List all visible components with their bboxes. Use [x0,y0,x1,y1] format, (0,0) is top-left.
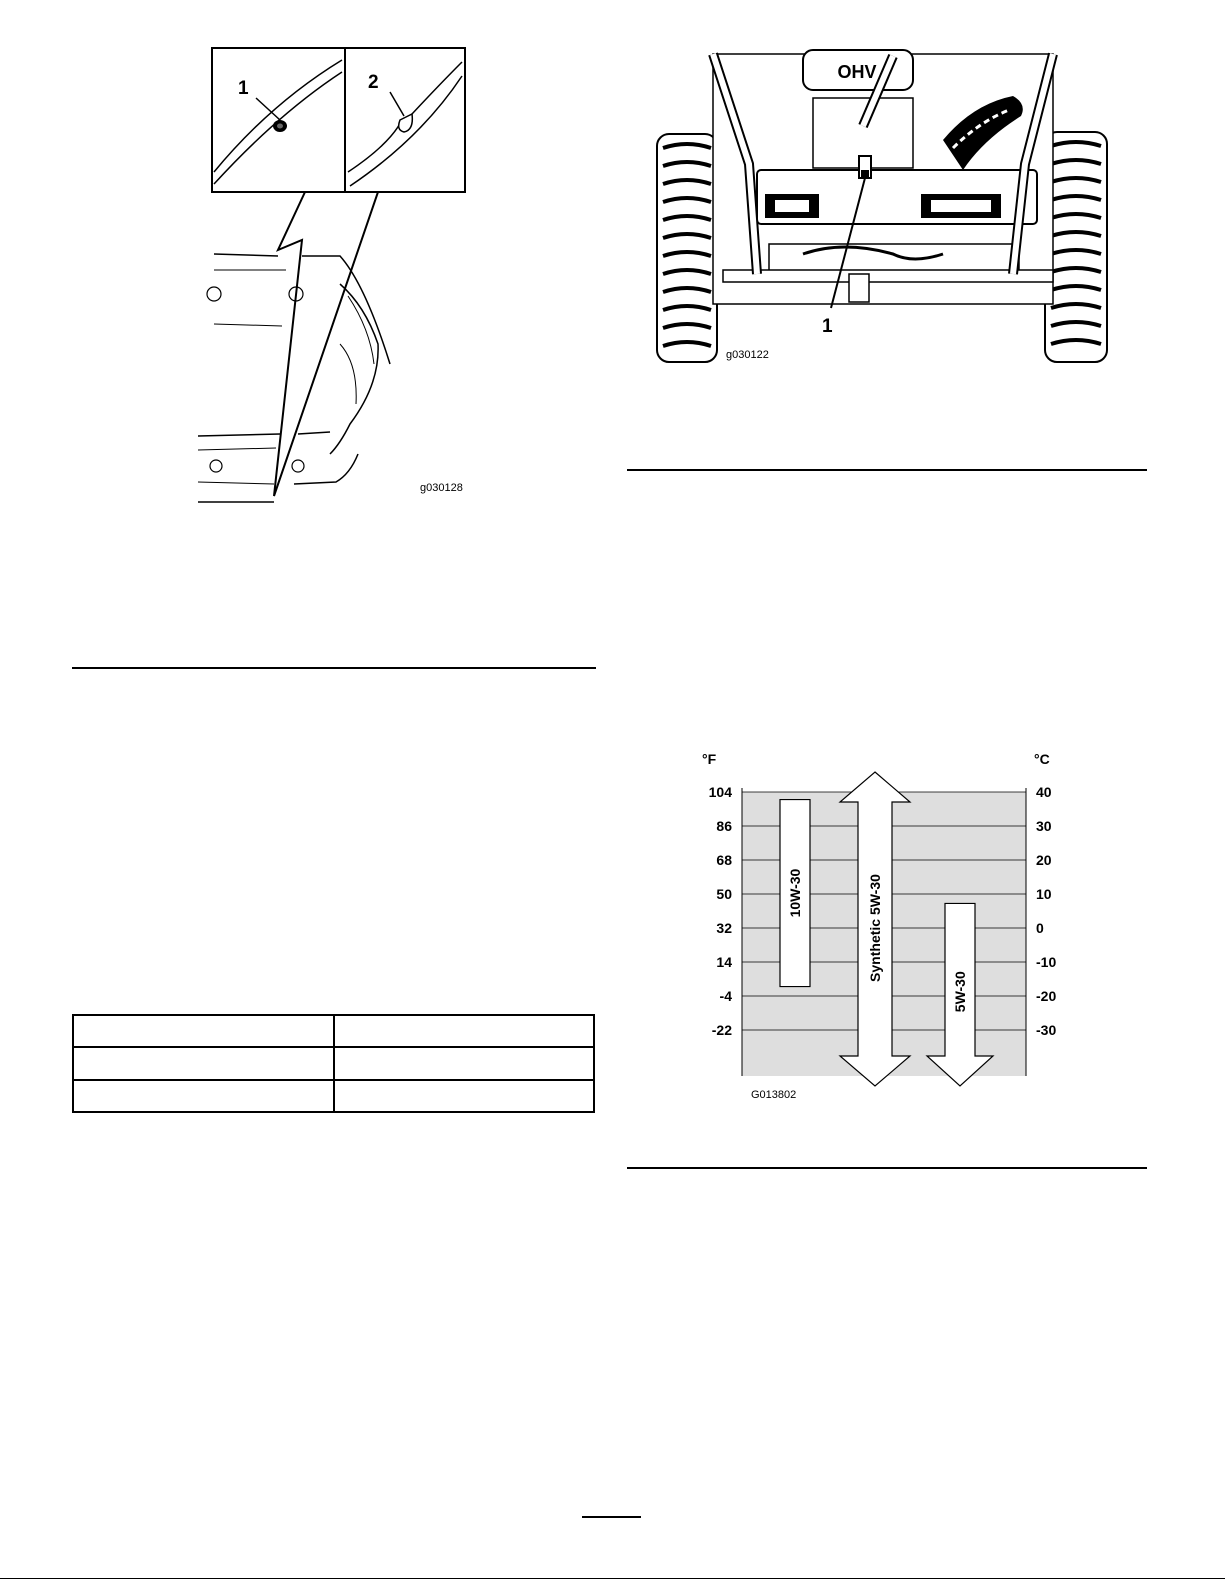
engine-label: OHV [837,62,877,82]
tick-label-c: 30 [1036,818,1052,834]
tick-label-f: 32 [716,920,732,936]
right-tire [1045,132,1107,362]
table-cell [73,1047,334,1079]
table-cell [334,1080,595,1112]
tick-label-c: 10 [1036,886,1052,902]
page-number-line [582,1516,641,1518]
tick-label-f: 68 [716,852,732,868]
tick-label-f: 14 [716,954,732,970]
tick-label-f: 104 [708,784,732,800]
series-label: Synthetic 5W-30 [867,874,883,982]
tick-label-f: -22 [711,1022,732,1038]
tick-label-c: -20 [1036,988,1057,1004]
table-cell [334,1015,595,1047]
left-illustration [190,44,480,514]
divider-right-top [627,469,1147,471]
table-row [73,1080,594,1112]
nut-icon [210,460,222,472]
callout-1-right: 1 [822,316,833,337]
unit-celsius: °C [1034,751,1050,767]
tick-label-c: -30 [1036,1022,1057,1038]
tick-label-c: 0 [1036,920,1044,936]
callout-1: 1 [238,78,249,99]
tick-label-f: 86 [716,818,732,834]
unit-fahrenheit: °F [702,751,717,767]
table-row [73,1047,594,1079]
oil-viscosity-chart [690,748,1090,1103]
series-label: 10W-30 [787,868,803,918]
table-row [73,1015,594,1047]
tick-label-c: 20 [1036,852,1052,868]
tick-label-c: -10 [1036,954,1057,970]
divider-footer [0,1578,1225,1579]
figure-id-right: g030122 [726,349,769,361]
tick-label-c: 40 [1036,784,1052,800]
spec-table [72,1014,595,1113]
table-cell [73,1015,334,1047]
left-tire [657,134,717,362]
right-illustration [653,44,1123,366]
callout-2: 2 [368,72,379,93]
tick-label-f: -4 [719,988,732,1004]
divider-right-bottom [627,1167,1147,1169]
tick-label-f: 50 [716,886,732,902]
table-cell [73,1080,334,1112]
divider-left [72,667,596,669]
figure-id-chart: G013802 [751,1089,797,1101]
series-label: 5W-30 [952,971,968,1013]
figure-id-left: g030128 [420,482,463,494]
table-cell [334,1047,595,1079]
